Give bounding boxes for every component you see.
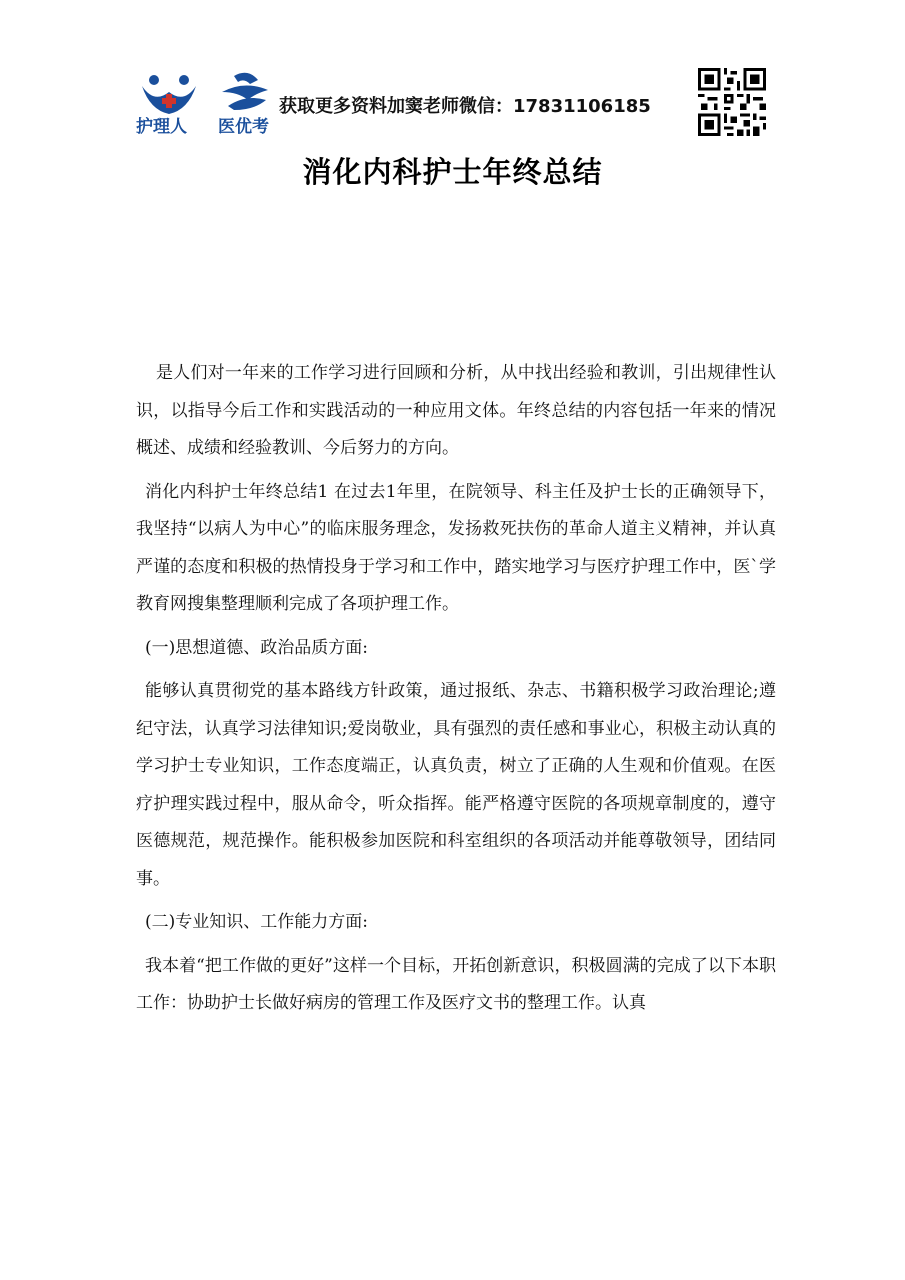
section-heading-skills: (二)专业知识、工作能力方面: (145, 912, 368, 932)
contact-info: 获取更多资料加窦老师微信：17831106185 (279, 96, 651, 117)
section-heading-ethics: (一)思想道德、政治品质方面: (145, 637, 368, 658)
logo2-text: 医优考 (218, 117, 269, 137)
header (136, 66, 776, 138)
logo1-text: 护理人 (136, 117, 187, 137)
document-title: 消化内科护士年终总结 (302, 155, 603, 189)
qr-code-icon (698, 68, 766, 136)
paragraph-ethics: 能够认真贯彻党的基本路线方针政策，通过报纸、杂志、书籍积极学习政治理论;遵纪守法，认真学习法律知识;爱岗敬业，具有强烈的责任感和事业心，积极主动认真的学习护士专业知识，工作态度端正，认真负责，树立了正确的人生观和价值观。在医疗护理实践过程中，服从命令，听众指挥。能严格遵守医院的各项规章制度的，遵守医德规范，规范操作。能积极参加医院和科室组织的各项活动并能尊敬领导，团结同事。 (136, 681, 776, 889)
document-body (136, 355, 776, 1029)
paragraph-summary-1: 消化内科护士年终总结1 在过去1年里，在院领导、科主任及护士长的正确领导下，我坚持“以病人为中心”的临床服务理念，发扬救死扶伤的革命人道主义精神，并认真严谨的态度和积极的热情投身于学习和工作中，踏实地学习与医疗护理工作中，医`学教育网搜集整理顺利完成了各项护理工作。 (136, 481, 776, 614)
paragraph-intro: 是人们对一年来的工作学习进行回顾和分析，从中找出经验和教训，引出规律性认识，以指导今后工作和实践活动的一种应用文体。年终总结的内容包括一年来的情况概述、成绩和经验教训、今后努力的方向。 (136, 363, 776, 458)
paragraph-skills: 我本着“把工作做的更好”这样一个目标，开拓创新意识，积极圆满的完成了以下本职工作：协助护士长做好病房的管理工作及医疗文书的整理工作。认真 (136, 955, 776, 1013)
